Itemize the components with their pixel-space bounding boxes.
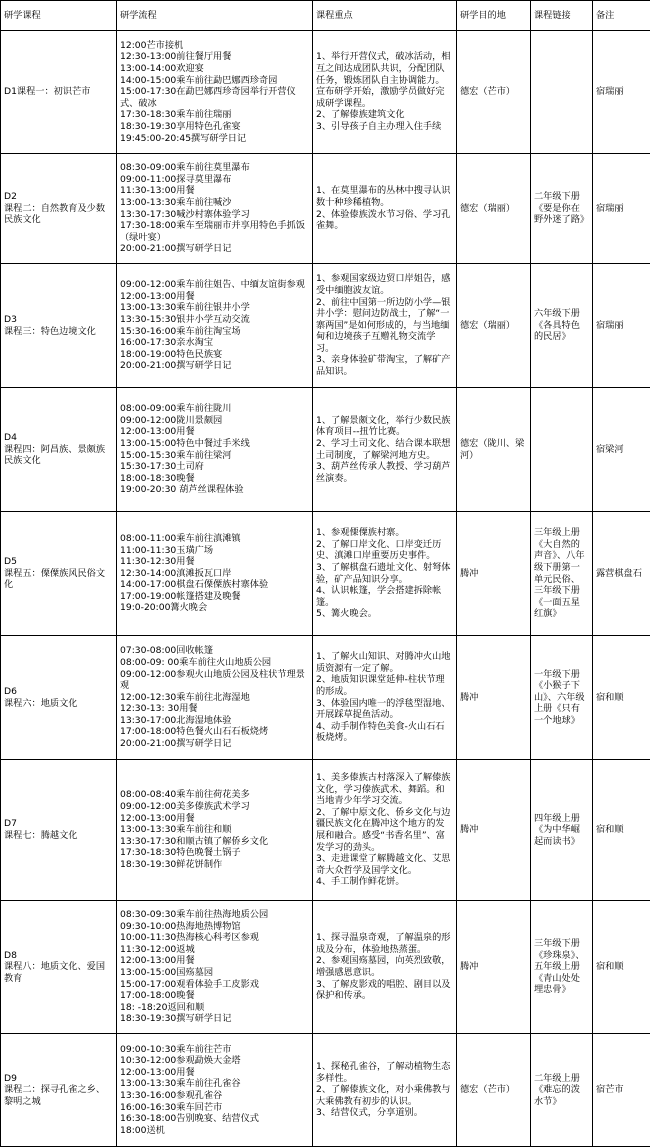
destination-cell: 德宏（陇川、梁河） xyxy=(457,388,531,512)
table-row xyxy=(1,388,650,512)
focus-cell: 1、了解火山知识、对腾冲火山地质资源有一定了解。 2、地质知识课堂延伸-柱状节理的形成。 3、体验国内唯一的浮毯型湿地、开展踩草捉鱼活动。 4、动手制作特色美食-火山石石板烧烤。 xyxy=(313,636,457,760)
focus-cell: 1、参观傈僳族村寨。 2、了解口岸文化、口岸变迁历史、滇滩口岸重要历史事件。 3、了解棋盘石遗址文化、射弩体验，矿产品知识分享。 4、认识帐篷，学会搭建拆除帐篷。 5、篝火晚会。 xyxy=(313,512,457,636)
course-cell: D7 课程七：腾越文化 xyxy=(1,760,117,901)
flow-cell: 08:00-08:40乘车前往荷花美多 09:00-12:00美多傣族武术学习 12:00-13:00用餐 13:00-13:30乘车前往和顺 13:30-17:30和顺古镇了解侨乡文化 17:30-18:30特色晚餐土锅子 18:30-19:30鲜花饼制作 xyxy=(117,760,313,901)
focus-cell: 1、参观国家级边贸口岸姐告，感受中缅胞波友谊。 2、前往中国第一所边防小学—银井小学：慰问边防战士，了解“一寨两国”是如何形成的，与当地缅甸和边境孩子互赠礼物交流学习。 3、亲身体验矿带淘宝，了解矿产品知识。 xyxy=(313,264,457,388)
header-flow: 研学流程 xyxy=(117,1,313,31)
header-course: 研学课程 xyxy=(1,1,117,31)
course-link-cell: 二年级上册《难忘的泼水节》 xyxy=(531,1034,593,1147)
table-row xyxy=(1,636,650,760)
focus-cell: 1、举行开营仪式，破冰活动，相互之间达成团队共识，分配团队任务，锻炼团队自主协调能力。宣布研学开始，激励学员做好完成研学课程。 2、了解傣族建筑文化 3、引导孩子自主办理入住手续 xyxy=(313,31,457,154)
flow-cell: 08:30-09:30乘车前往热海地质公园 09:30-10:00热海地热博物馆 10:00-11:30热海核心科考区参观 11:30-12:00返城 12:00-13:00用餐 13:00-15:00国殇墓园 15:00-17:00观看体验手工皮影戏 17:00-18:00晚餐 18: -18:20返回和顺 18:30-19:30撰写研学日记 xyxy=(117,901,313,1034)
notes-cell: 宿和顺 xyxy=(593,760,650,901)
course-link-cell: 三年级上册《大自然的声音》、八年级下册第一单元民俗、三年级下册《一面五星红旗》 xyxy=(531,512,593,636)
header-course-link: 课程链接 xyxy=(531,1,593,31)
flow-cell: 07:30-08:00回收帐篷 08:00-09: 00乘车前往火山地质公园 09:00-12:00参观火山地质公园及柱状节理景观 12:00-12:30乘车前往北海湿地 12:30-13: 30用餐 13:30-17:00北海湿地体验 17:00-18:00特色餐火山石石板烧烤 20:00-21:00撰写研学日记 xyxy=(117,636,313,760)
flow-cell: 08:30-09:00乘车前往莫里瀑布 09:00-11:00探寻莫里瀑布 11:30-13:00用餐 13:00-13:30乘车前往喊沙 13:30-17:30喊沙村寨体验学习 17:30-18:00乘车至瑞丽市并享用特色手抓饭（绿叶宴） 20:00-21:00撰写研学日记 xyxy=(117,154,313,264)
flow-cell: 08:00-09:00乘车前往陇川 09:00-12:00陇川景颇园 12:00-13:00用餐 13:00-15:00特色中餐过手米线 15:00-15:30乘车前往梁河 15:30-17:30土司府 18:00-18:30晚餐 19:00-20:30 葫芦丝课程体验 xyxy=(117,388,313,512)
notes-cell: 宿瑞丽 xyxy=(593,154,650,264)
notes-cell: 宿瑞丽 xyxy=(593,31,650,154)
header-notes: 备注 xyxy=(593,1,650,31)
course-link-cell: 四年级上册《为中华崛起而读书》 xyxy=(531,760,593,901)
table-row xyxy=(1,154,650,264)
course-link-cell xyxy=(531,31,593,154)
course-cell: D3 课程三：特色边境文化 xyxy=(1,264,117,388)
course-cell: D2 课程二：自然教育及少数民族文化 xyxy=(1,154,117,264)
destination-cell: 德宏（芒市） xyxy=(457,31,531,154)
table-row xyxy=(1,31,650,154)
course-link-cell: 一年级下册《小猴子下山》、六年级上册《只有一个地球》 xyxy=(531,636,593,760)
course-link-cell: 二年级下册《要是你在野外迷了路》 xyxy=(531,154,593,264)
header-row xyxy=(1,1,650,31)
destination-cell: 德宏（瑞丽） xyxy=(457,154,531,264)
destination-cell: 德宏（芒市） xyxy=(457,1034,531,1147)
course-link-cell xyxy=(531,388,593,512)
focus-cell: 1、了解景颇文化，举行少数民族体育项目--扭竹比赛。 2、学习土司文化、结合课本联想土司制度，了解梁河地方史。 3、葫芦丝传承人教授、学习葫芦丝演奏。 xyxy=(313,388,457,512)
notes-cell: 宿梁河 xyxy=(593,388,650,512)
course-link-cell: 三年级下册《珍珠泉》、五年级上册《青山处处埋忠骨》 xyxy=(531,901,593,1034)
notes-cell: 宿瑞丽 xyxy=(593,264,650,388)
course-link-cell: 六年级下册《各具特色的民居》 xyxy=(531,264,593,388)
table-row xyxy=(1,264,650,388)
notes-cell: 宿芒市 xyxy=(593,1034,650,1147)
table-row xyxy=(1,760,650,901)
course-cell: D6 课程六：地质文化 xyxy=(1,636,117,760)
header-destination: 研学目的地 xyxy=(457,1,531,31)
course-cell: D9 课程二：探寻孔雀之乡、黎明之城 xyxy=(1,1034,117,1147)
destination-cell: 腾冲 xyxy=(457,512,531,636)
destination-cell: 腾冲 xyxy=(457,760,531,901)
flow-cell: 12:00芒市接机 12:30-13:00前往餐厅用餐 13:00-14:00欢迎宴 14:00-15:00乘车前往勐巴娜西珍奇园 15:00-17:30在勐巴娜西珍奇园举行开营仪式、破冰 17:30-18:30乘车前往瑞丽 18:30-19:30享用特色孔雀宴 19:45:00-20:45撰写研学日记 xyxy=(117,31,313,154)
destination-cell: 腾冲 xyxy=(457,636,531,760)
notes-cell: 宿和顺 xyxy=(593,636,650,760)
header-focus: 课程重点 xyxy=(313,1,457,31)
flow-cell: 09:00-12:00乘车前往姐告、中缅友谊街参观 12:00-13:00用餐 13:00-13:30乘车前往银井小学 13:30-15:30银井小学互动交流 15:30-16:00乘车前往淘宝场 16:00-17:30亲水淘宝 18:00-19:00特色民族宴 20:00-21:00撰写研学日记 xyxy=(117,264,313,388)
course-cell: D8 课程八：地质文化、爱国 教育 xyxy=(1,901,117,1034)
focus-cell: 1、美多傣族古村落深入了解傣族文化，学习傣族武术、舞蹈。和当地青少年学习交流。 2、了解中原文化、侨乡文化与边疆民族文化在腾冲这个地方的发展和融合。感受“书香名里”、富发学习的劲头。 3、走进课堂了解腾越文化、艾思奇大众哲学及国学文化。 4、手工制作鲜花饼。 xyxy=(313,760,457,901)
notes-cell: 露营棋盘石 xyxy=(593,512,650,636)
destination-cell: 德宏（瑞丽） xyxy=(457,264,531,388)
course-cell: D4 课程四：阿昌族、景颇族民族文化 xyxy=(1,388,117,512)
destination-cell: 腾冲 xyxy=(457,901,531,1034)
focus-cell: 1、在莫里瀑布的丛林中搜寻认识数十种珍稀植物。 2、体验傣族泼水节习俗、学习孔雀舞。 xyxy=(313,154,457,264)
flow-cell: 08:00-11:00乘车前往滇滩镇 11:00-11:30玉璜广场 11:30-12:30用餐 12:30-14:00滇滩扳瓦口岸 14:00-17:00棋盘石傈僳族村寨体验 17:00-19:00帐篷搭建及晚餐 19:0-20:00篝火晚会 xyxy=(117,512,313,636)
course-cell: D5 课程五：傈僳族风民俗文化 xyxy=(1,512,117,636)
flow-cell: 09:00-10:30乘车前往芒市 10:30-12:00参观勐焕大金塔 12:00-13:00用餐 13:00-13:30乘车前往孔雀谷 13:30-16:00参观孔雀谷 16:00-16:30乘车回芒市 16:30-18:00告别晚宴、结营仪式 18:00送机 xyxy=(117,1034,313,1147)
table-row xyxy=(1,1034,650,1147)
table-row xyxy=(1,512,650,636)
focus-cell: 1、探寻温泉奇观，了解温泉的形成及分布，体验地热蒸蛋。 2、参观国殇墓园，向英烈致敬，增强感恩意识。 3、了解皮影戏的唱腔、剧目以及保护和传承。 xyxy=(313,901,457,1034)
notes-cell: 宿和顺 xyxy=(593,901,650,1034)
course-cell: D1课程一：初识芒市 xyxy=(1,31,117,154)
focus-cell: 1、探秘孔雀谷，了解动植物生态多样性。 2、了解傣族文化，对小乘佛教与大乘佛教有初步的认识。 3、结营仪式，分享道别。 xyxy=(313,1034,457,1147)
table-row xyxy=(1,901,650,1034)
